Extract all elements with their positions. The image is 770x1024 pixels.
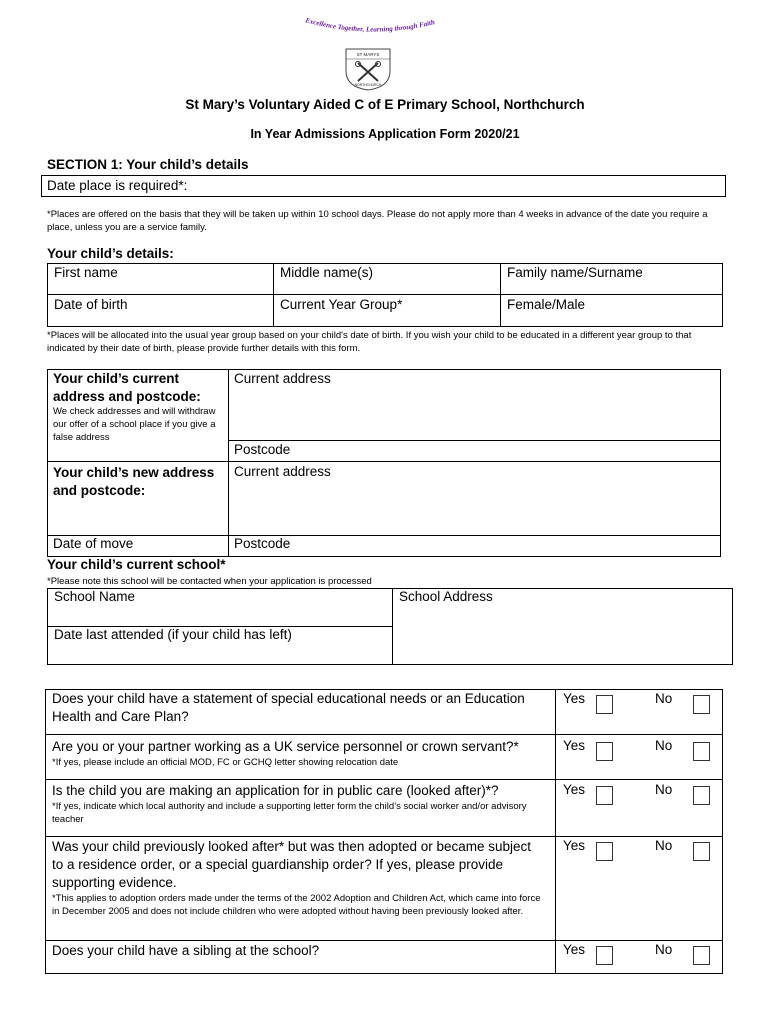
questions-table (45, 689, 723, 974)
first-name-field[interactable]: First name (54, 265, 118, 280)
date-of-move-field[interactable]: Date of move (53, 536, 134, 551)
date-last-attended-field[interactable]: Date last attended (if your child has left) (54, 627, 292, 642)
q4-no-checkbox[interactable] (693, 842, 710, 861)
question-sen: Does your child have a statement of special educational needs or an Education Health and Care Plan? (52, 691, 525, 724)
q1-no-checkbox[interactable] (693, 695, 710, 714)
year-group-note: *Places will be allocated into the usual year group based on your child's date of birth. If you wish your child to be educated in a different year group to that indicated by their date of birth, please provide further details with this form. (47, 330, 692, 354)
motto-banner (300, 14, 440, 40)
school-name-field[interactable]: School Name (54, 589, 136, 604)
question-previously-looked-after: Was your child previously looked after* but was then adopted or became subject to a residence order, or a special guardianship order? If yes, please provide supporting evidence. (52, 839, 532, 890)
question-sibling: Does your child have a sibling at the school? (52, 943, 320, 958)
new-address-field[interactable]: Current address (234, 464, 331, 479)
middle-name-field[interactable]: Middle name(s) (280, 265, 374, 280)
current-postcode-field[interactable]: Postcode (234, 442, 291, 457)
question-service: Are you or your partner working as a UK service personnel or crown servant?* (52, 739, 519, 754)
current-school-note: *Please note this school will be contacted when your application is processed (47, 576, 372, 587)
current-address-note: We check addresses and will withdraw our offer of a school place if you give a false address (53, 406, 216, 443)
question-service-note: *If yes, please include an official MOD, FC or GCHQ letter showing relocation date (52, 757, 399, 768)
school-address-field[interactable]: School Address (399, 589, 493, 604)
new-address-heading: Your child’s new address and postcode: (53, 465, 215, 498)
date-required-field[interactable] (41, 175, 726, 197)
q2-no-checkbox[interactable] (693, 742, 710, 761)
q5-yes-checkbox[interactable] (596, 946, 613, 965)
yes-label: Yes (563, 738, 586, 753)
current-school-heading: Your child’s current school* (47, 557, 226, 572)
school-name: St Mary’s Voluntary Aided C of E Primary School, Northchurch (185, 97, 585, 112)
child-details-heading: Your child’s details: (47, 246, 174, 261)
yes-label: Yes (563, 942, 586, 957)
crest-top-text: ST MARYS (356, 52, 380, 57)
q3-no-checkbox[interactable] (693, 786, 710, 805)
year-group-field[interactable]: Current Year Group* (280, 297, 403, 312)
q3-yes-checkbox[interactable] (596, 786, 613, 805)
no-label: No (655, 942, 673, 957)
no-label: No (655, 738, 673, 753)
new-postcode-field[interactable]: Postcode (234, 536, 291, 551)
yes-label: Yes (563, 691, 586, 706)
school-crest-icon (344, 47, 392, 91)
q2-yes-checkbox[interactable] (596, 742, 613, 761)
yes-label: Yes (563, 782, 586, 797)
family-name-field[interactable]: Family name/Surname (507, 265, 643, 280)
no-label: No (655, 691, 673, 706)
q5-no-checkbox[interactable] (693, 946, 710, 965)
current-address-field[interactable]: Current address (234, 371, 331, 386)
gender-field[interactable]: Female/Male (507, 297, 586, 312)
q4-yes-checkbox[interactable] (596, 842, 613, 861)
crest-bottom-text: NORTHCHURCH (354, 83, 382, 87)
form-title: In Year Admissions Application Form 2020/21 (250, 127, 520, 141)
motto-text: Excellence Together, Learning through Faith (304, 16, 436, 34)
svg-text:Excellence Together, Learning (304, 16, 436, 34)
q1-yes-checkbox[interactable] (596, 695, 613, 714)
no-label: No (655, 838, 673, 853)
section-title: SECTION 1: Your child’s details (47, 157, 249, 172)
date-required-label: Date place is required*: (47, 178, 188, 193)
question-looked-after: Is the child you are making an application for in public care (looked after)*? (52, 783, 499, 798)
current-address-heading: Your child’s current address and postcode: (53, 371, 201, 404)
no-label: No (655, 782, 673, 797)
question-previously-looked-after-note: *This applies to adoption orders made under the terms of the 2002 Adoption and Children Act, which came into force in December 2005 and does not include children who were adopted without having been previously looked after. (52, 893, 541, 917)
question-looked-after-note: *If yes, indicate which local authority and include a supporting letter form the child’s social worker and/or advisory teacher (52, 801, 527, 825)
dob-field[interactable]: Date of birth (54, 297, 128, 312)
places-note: *Places are offered on the basis that they will be taken up within 10 school days. Please do not apply more than 4 weeks in advance of the date you require a place, unless you are a service family. (47, 209, 708, 233)
yes-label: Yes (563, 838, 586, 853)
